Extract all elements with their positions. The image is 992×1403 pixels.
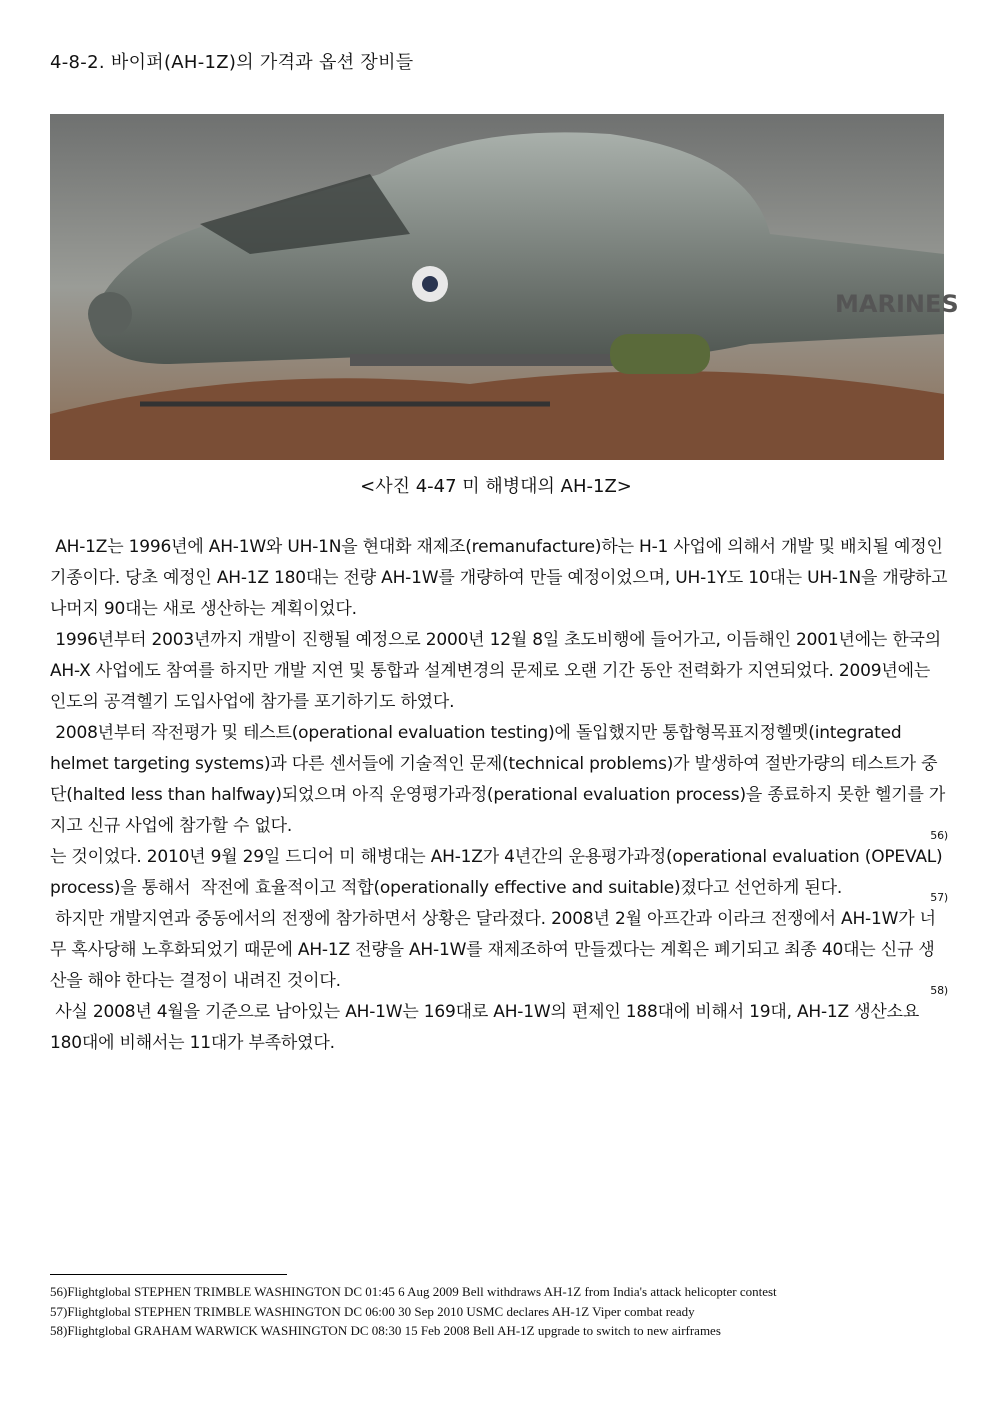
paragraph-text: 하지만 개발지연과 중동에서의 전쟁에 참가하면서 상황은 달라졌다. 2008년 2월 아프간과 이라크 전쟁에서 AH-1W가 너무 혹사당해 노후화되었기 때문에 AH-1Z 전량을 AH-1W를 재제조하여 만들겠다는 계획은 폐기되고 최종 40대는 신규 생산을 해야 한다는 결정이 내려진 것이다.	[50, 909, 936, 991]
paragraph-text: 는 것이었다. 2010년 9월 29일 드디어 미 해병대는 AH-1Z가 4년간의 운용평가과정(operational evaluation (OPEVAL) process)을 통해서 작전에 효율적이고 적합(operationally effective and suitable)졌다고 선언하게 된다.	[50, 847, 948, 898]
helicopter-photo	[50, 114, 959, 460]
paragraph-text: 사실 2008년 4월을 기준으로 남아있는 AH-1W는 169대로 AH-1W의 편제인 188대에 비해서 19대, AH-1Z 생산소요 180대에 비해서는 11대가 부족하였다.	[50, 1002, 925, 1053]
footnote-58: 58)Flightglobal GRAHAM WARWICK WASHINGTON DC 08:30 15 Feb 2008 Bell AH-1Z upgrade to switch to new airframes	[50, 1323, 721, 1338]
paragraph-1	[50, 532, 953, 625]
paragraph-text: AH-1Z는 1996년에 AH-1W와 UH-1N을 현대화 재제조(remanufacture)하는 H-1 사업에 의해서 개발 및 배치될 예정인 기종이다. 당초 예정인 AH-1Z 180대는 전량 AH-1W를 개량하여 만들 예정이었으며, UH-1Y도 10대는 UH-1N을 개량하고 나머지 90대는 새로 생산하는 계획이었다.	[50, 537, 953, 619]
section-title: 4-8-2. 바이퍼(AH-1Z)의 가격과 옵션 장비들	[50, 52, 414, 73]
footnote-56: 56)Flightglobal STEPHEN TRIMBLE WASHINGTON DC 01:45 6 Aug 2009 Bell withdraws AH-1Z from India's attack helicopter contest	[50, 1284, 777, 1299]
paragraph-text: 1996년부터 2003년까지 개발이 진행될 예정으로 2000년 12월 8일 초도비행에 들어가고, 이듬해인 2001년에는 한국의 AH-X 사업에도 참여를 하지만 개발 지연 및 통합과 설계변경의 문제로 오랜 기간 동안 전력화가 지연되었다. 2009년에는 인도의 공격헬기 도입사업에 참가를 포기하기도 하였다.	[50, 630, 947, 712]
paragraph-3	[50, 718, 948, 904]
paragraph-2	[50, 625, 948, 718]
footnote-ref-56: 56)	[930, 829, 948, 842]
paragraph-text: 2008년부터 작전평가 및 테스트(operational evaluation testing)에 돌입했지만 통합형목표지정헬멧(integrated helmet targeting systems)과 다른 센서들에 기술적인 문제(technical problems)가 발생하여 절반가량의 테스트가 중단(halted less than halfway)되었으며 아직 운영평가과정(perational evaluation process)을 종료하지 못한 헬기를 가지고 신규 사업에 참가할 수 없다.	[50, 723, 946, 836]
body-text	[50, 532, 953, 1059]
paragraph-4	[50, 904, 948, 1059]
footnotes	[50, 1282, 950, 1341]
footnote-57: 57)Flightglobal STEPHEN TRIMBLE WASHINGTON DC 06:00 30 Sep 2010 USMC declares AH-1Z Viper combat ready	[50, 1303, 695, 1319]
photo-caption: <사진 4-47 미 해병대의 AH-1Z>	[360, 476, 632, 497]
footnote-ref-58: 58)	[930, 984, 948, 997]
marines-marking: MARINES	[835, 290, 959, 318]
footnote-ref-57: 57)	[930, 891, 948, 904]
footnote-divider	[50, 1274, 287, 1275]
